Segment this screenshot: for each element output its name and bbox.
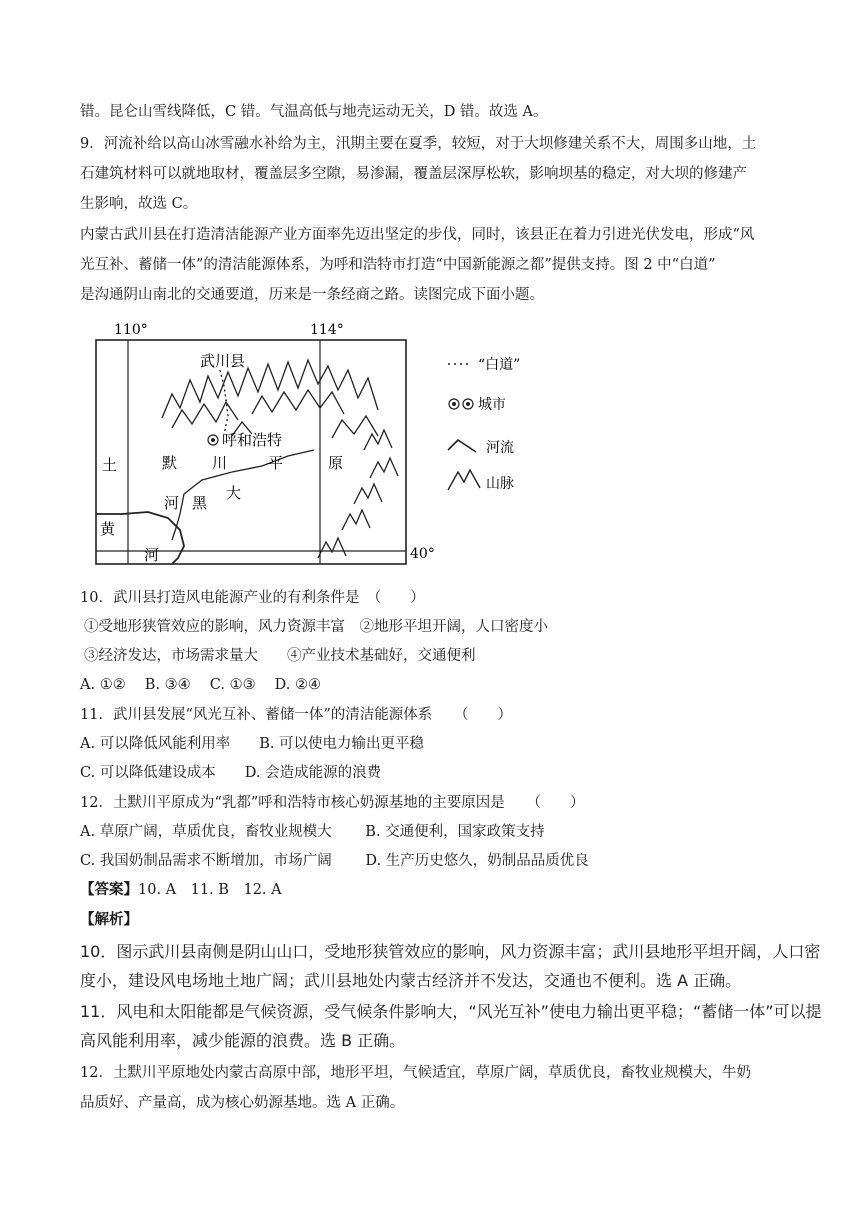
question-12: 12．土默川平原成为“乳都”呼和浩特市核心奶源基地的主要原因是 （ ） [80,795,585,811]
mountain-range [162,360,378,438]
question-11-options: A. 可以降低风能利用率 B. 可以使电力输出更平稳 [80,736,425,752]
question-12-options: C. 我国奶制品需求不断增加，市场广阔 D. 生产历史悠久，奶制品品质优良 [80,853,589,869]
analysis-line: 品质好、产量高，成为核心奶源基地。选 A 正确。 [80,1095,405,1111]
question-10-options: ③经济发达，市场需求量大 ④产业技术基础好，交通便利 [84,648,476,664]
text-line: 错。昆仑山雪线降低，C 错。气温高低与地壳运动无关，D 错。故选 A。 [80,104,548,120]
legend-river: 河流 [486,440,514,456]
answer-text: 10. A 11. B 12. A [138,882,282,898]
question-12-options: A. 草原广阔，草质优良，畜牧业规模大 B. 交通便利，国家政策支持 [80,824,545,840]
answer-label: 【答案】 [80,881,138,898]
plain-char: 川 [212,454,228,472]
yellow-char: 河 [144,546,160,564]
text-line: 内蒙古武川县在打造清洁能源产业方面率先迈出坚定的步伐，同时，该县正在着力引进光伏发电，形成“风 [80,227,755,243]
map-figure [92,318,562,580]
yellow-char: 黄 [100,520,116,538]
analysis-line: 10．图示武川县南侧是阴山山口，受地形狭管效应的影响，风力资源丰富；武川县地形平坦开阔，人口密 [80,942,821,961]
mountain-symbols [318,430,398,558]
text-line: 光互补、蓄储一体”的清洁能源体系，为呼和浩特市打造“中国新能源之都”提供支持。图 2 中“白道” [80,257,716,273]
legend-mountain-icon [448,470,480,490]
river-char: 大 [226,484,242,502]
analysis-line: 11．风电和太阳能都是气候资源，受气候条件影响大，“风光互补”使电力输出更平稳；“蓄储一体”可以提 [80,1002,822,1021]
question-10-options: ①受地形狭管效应的影响，风力资源丰富 ②地形平坦开阔，人口密度小 [84,619,548,635]
baidao-route [220,370,228,434]
plain-char: 原 [328,454,344,472]
question-10-choices: A. ①② B. ③④ C. ①③ D. ②④ [80,677,322,693]
legend-baidao: “白道” [478,357,521,373]
wuchuan-label: 武川县 [200,352,246,370]
legend-mountain: 山脉 [486,476,514,492]
legend-river-icon [448,440,476,452]
analysis-line: 高风能利用率，减少能源的浪费。选 B 正确。 [80,1031,406,1050]
text-line: 石建筑材料可以就地取材，覆盖层多空隙，易渗漏，覆盖层深厚松软，影响坝基的稳定，对大坝的修建产 [80,166,747,182]
river-char: 黑 [192,494,208,512]
analysis-label: 【解析】 [80,911,138,928]
question-11-options: C. 可以降低建设成本 D. 会造成能源的浪费 [80,765,382,781]
question-10: 10．武川县打造风电能源产业的有利条件是 （ ） [80,590,425,606]
question-11: 11．武川县发展“风光互补、蓄储一体”的清洁能源体系 （ ） [80,707,513,723]
plain-char: 土 [102,456,118,474]
lat-label-40: 40° [410,546,435,562]
answer-line [80,880,790,900]
lon-label-114: 114° [310,322,344,338]
analysis-line: 12．土默川平原地处内蒙古高原中部，地形平坦，气候适宜，草原广阔，草质优良，畜牧业规模大，牛奶 [80,1065,751,1081]
plain-char: 平 [268,454,284,472]
lon-label-110: 110° [114,322,148,338]
map-svg [92,318,562,580]
city-symbol [208,435,218,445]
text-line: 生影响，故选 C。 [80,196,198,212]
river-char: 河 [164,494,180,512]
legend-city: 城市 [478,397,506,413]
hohhot-label: 呼和浩特 [222,431,283,449]
text-line: 9．河流补给以高山冰雪融水补给为主，汛期主要在夏季，较短，对于大坝修建关系不大，周围多山地，土 [80,136,757,152]
text-line: 是沟通阴山南北的交通要道，历来是一条经商之路。读图完成下面小题。 [80,287,544,303]
plain-char: 默 [162,454,178,472]
analysis-line: 度小，建设风电场地土地广阔；武川县地处内蒙古经济并不发达，交通也不便利。选 A 正确。 [80,971,742,990]
map-legend [448,357,520,492]
